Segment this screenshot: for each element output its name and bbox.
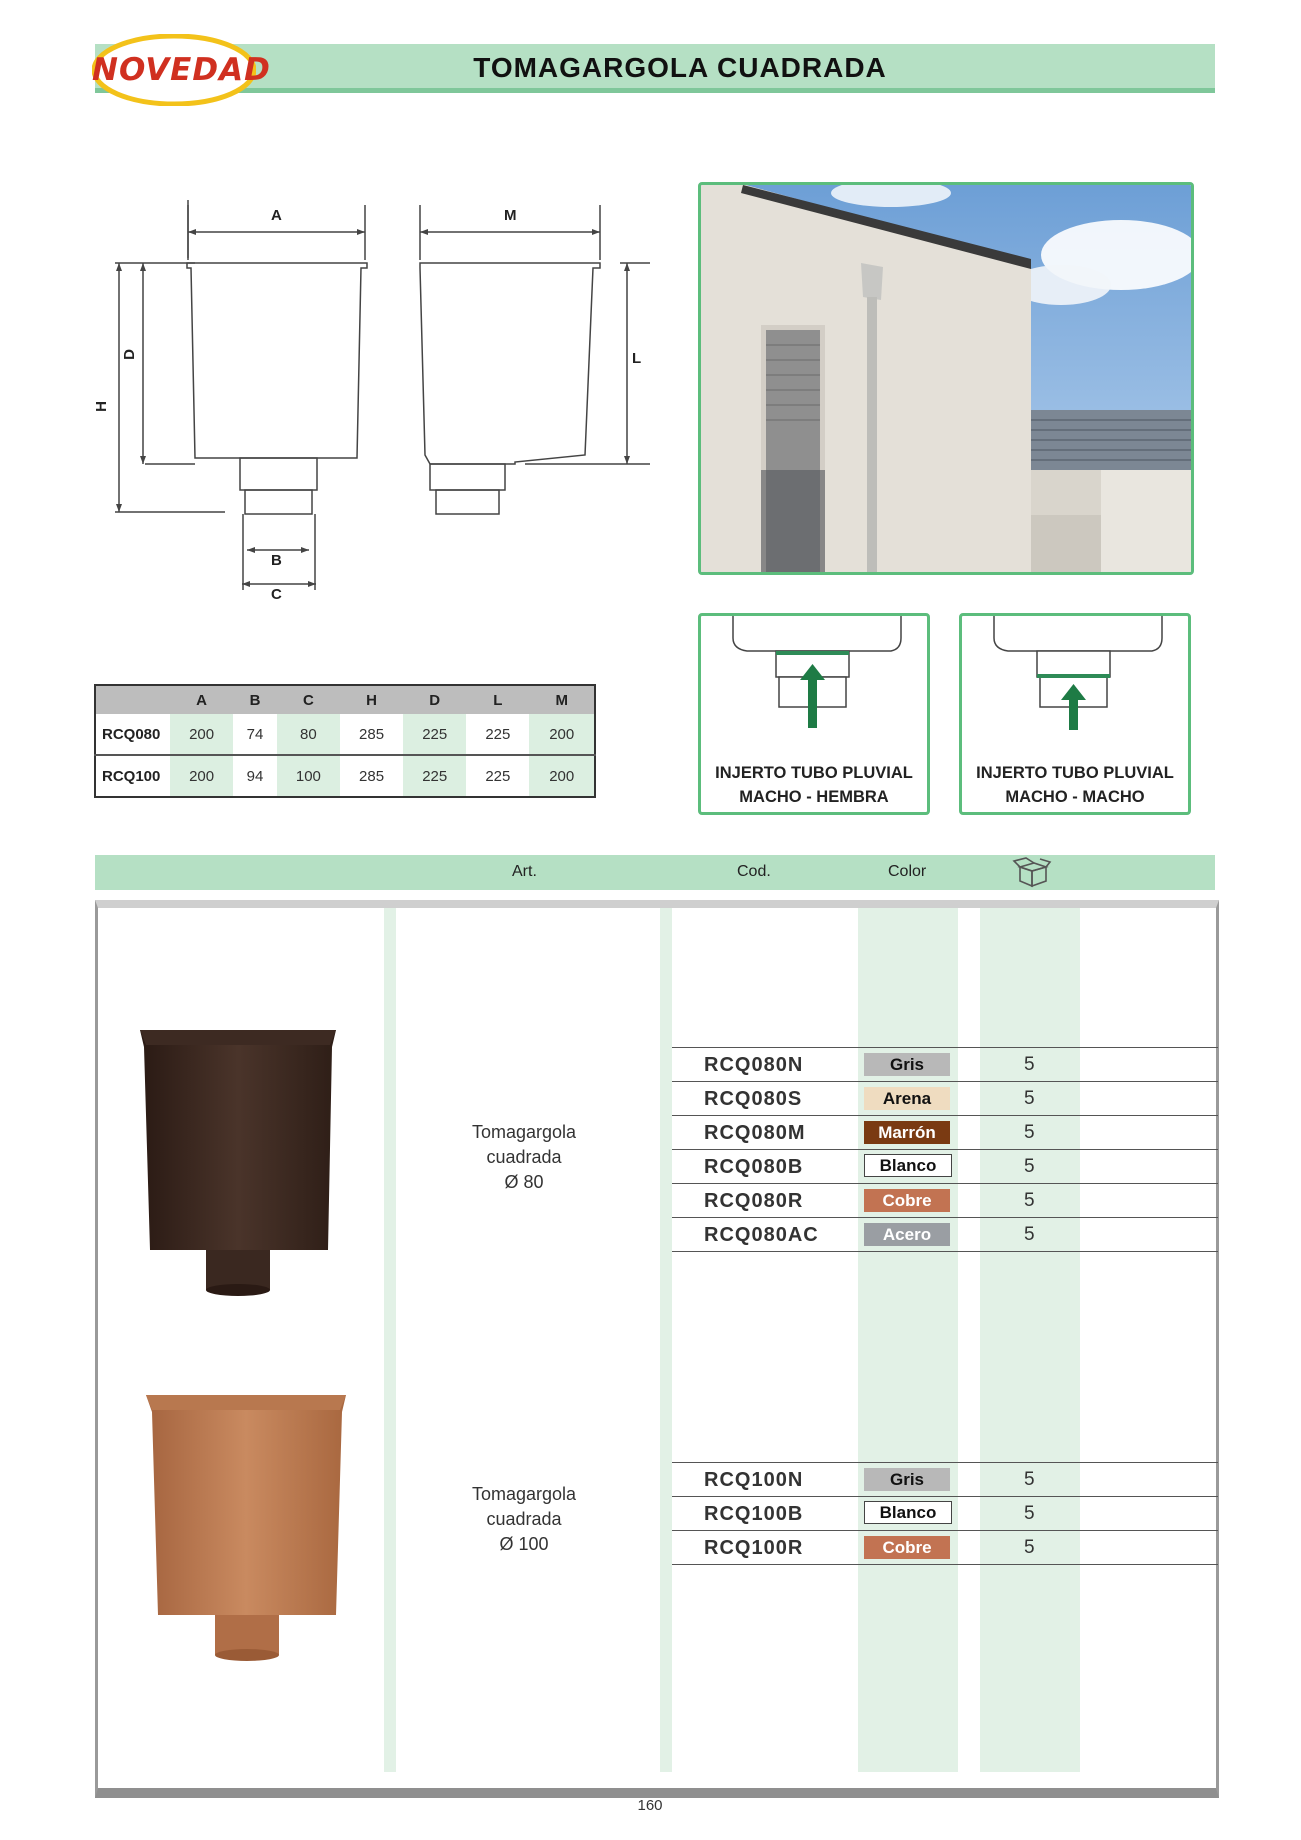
- catalog-header-art: Art.: [512, 863, 537, 880]
- color-badge: Gris: [864, 1468, 950, 1491]
- table-row: [95, 714, 595, 755]
- product-code: RCQ080R: [704, 1190, 804, 1212]
- value-cell: 200: [170, 714, 233, 755]
- graft-male-female-line1: INJERTO TUBO PLUVIAL: [715, 764, 913, 782]
- color-badge: Marrón: [864, 1121, 950, 1144]
- list-item: [672, 1463, 1218, 1497]
- article-description: [424, 1482, 624, 1557]
- article-description: [424, 1120, 624, 1195]
- product-code: RCQ080AC: [704, 1224, 819, 1246]
- value-cell: 285: [340, 714, 403, 755]
- article-desc-line: cuadrada: [486, 1509, 562, 1529]
- catalog-header-color: Color: [888, 863, 927, 880]
- novedad-badge: NOVEDAD: [92, 52, 271, 88]
- package-qty: 5: [1024, 1088, 1035, 1109]
- list-item: [672, 1116, 1218, 1150]
- dim-header: H: [340, 685, 403, 714]
- dim-header: B: [233, 685, 277, 714]
- dim-header: D: [403, 685, 466, 714]
- product-image-rcq080: [132, 1025, 342, 1305]
- package-qty: 5: [1024, 1054, 1035, 1075]
- installation-photo: [698, 182, 1194, 575]
- package-qty: 5: [1024, 1537, 1035, 1558]
- graft-male-female-diagram: [701, 616, 927, 736]
- value-cell: 74: [233, 714, 277, 755]
- dim-label-d: D: [120, 349, 138, 360]
- graft-male-male-line1: INJERTO TUBO PLUVIAL: [976, 764, 1174, 782]
- dim-label-c: C: [271, 586, 282, 603]
- product-image-rcq100: [140, 1390, 350, 1670]
- dim-label-b: B: [271, 552, 282, 569]
- code-list-rcq080: [672, 1047, 1218, 1252]
- technical-drawing: [92, 200, 655, 610]
- value-cell: 80: [277, 714, 340, 755]
- value-cell: 225: [403, 714, 466, 755]
- article-desc-line: Tomagargola: [471, 1122, 577, 1142]
- color-badge: Arena: [864, 1087, 950, 1110]
- column-stripe: [858, 908, 958, 1772]
- graft-male-male-box: [959, 613, 1191, 815]
- article-desc-line: Ø 100: [499, 1534, 549, 1554]
- product-code: RCQ100N: [704, 1469, 804, 1491]
- product-code: RCQ080B: [704, 1156, 804, 1178]
- list-item: [672, 1218, 1218, 1252]
- package-qty: 5: [1024, 1469, 1035, 1490]
- catalog-header-cod: Cod.: [737, 863, 771, 880]
- dim-header: C: [277, 685, 340, 714]
- model-cell: RCQ100: [102, 767, 161, 785]
- package-qty: 5: [1024, 1156, 1035, 1177]
- package-qty: 5: [1024, 1224, 1035, 1245]
- product-code: RCQ100B: [704, 1503, 804, 1525]
- graft-male-female-line2: MACHO - HEMBRA: [739, 788, 889, 806]
- value-cell: 200: [529, 755, 595, 797]
- list-item: [672, 1184, 1218, 1218]
- list-item: [672, 1048, 1218, 1082]
- color-badge: Blanco: [864, 1501, 952, 1524]
- value-cell: 225: [403, 755, 466, 797]
- dim-header: M: [529, 685, 595, 714]
- list-item: [672, 1082, 1218, 1116]
- box-icon: [1012, 857, 1052, 889]
- value-cell: 94: [246, 767, 264, 785]
- page-number: 160: [637, 1797, 663, 1814]
- package-qty: 5: [1024, 1190, 1035, 1211]
- article-desc-line: Ø 80: [504, 1172, 544, 1192]
- color-badge: Gris: [864, 1053, 950, 1076]
- value-cell: 225: [485, 767, 511, 785]
- graft-male-female-box: [698, 613, 930, 815]
- dim-label-m: M: [504, 207, 517, 224]
- color-badge: Cobre: [864, 1189, 950, 1212]
- dim-label-h: H: [92, 401, 110, 412]
- list-item: [672, 1531, 1218, 1565]
- color-badge: Blanco: [864, 1154, 952, 1177]
- graft-male-male-diagram: [962, 616, 1188, 736]
- column-stripe: [980, 908, 1080, 1772]
- value-cell: 200: [170, 755, 233, 797]
- product-code: RCQ080S: [704, 1088, 803, 1110]
- column-stripe: [384, 908, 396, 1772]
- package-qty: 5: [1024, 1122, 1035, 1143]
- product-code: RCQ080M: [704, 1122, 806, 1144]
- dimension-table-header: [95, 685, 595, 714]
- article-desc-line: Tomagargola: [471, 1484, 577, 1504]
- product-code: RCQ100R: [704, 1537, 804, 1559]
- value-cell: 225: [466, 714, 529, 755]
- package-qty: 5: [1024, 1503, 1035, 1524]
- graft-male-male-line2: MACHO - MACHO: [1005, 788, 1145, 806]
- product-code: RCQ080N: [704, 1054, 804, 1076]
- dim-header: L: [466, 685, 529, 714]
- page-title: TOMAGARGOLA CUADRADA: [473, 52, 887, 83]
- color-badge: Acero: [864, 1223, 950, 1246]
- dimension-table: [94, 684, 596, 798]
- code-list-rcq100: [672, 1462, 1218, 1565]
- value-cell: 100: [277, 755, 340, 797]
- dim-header: A: [170, 685, 233, 714]
- value-cell: 200: [529, 714, 595, 755]
- color-badge: Cobre: [864, 1536, 950, 1559]
- column-stripe: [660, 908, 672, 1772]
- list-item: [672, 1150, 1218, 1184]
- dim-label-l: L: [632, 350, 642, 367]
- value-cell: 285: [359, 767, 385, 785]
- article-desc-line: cuadrada: [486, 1147, 562, 1167]
- dim-label-a: A: [271, 207, 282, 224]
- table-row: [95, 755, 595, 797]
- model-cell: RCQ080: [95, 714, 170, 755]
- list-item: [672, 1497, 1218, 1531]
